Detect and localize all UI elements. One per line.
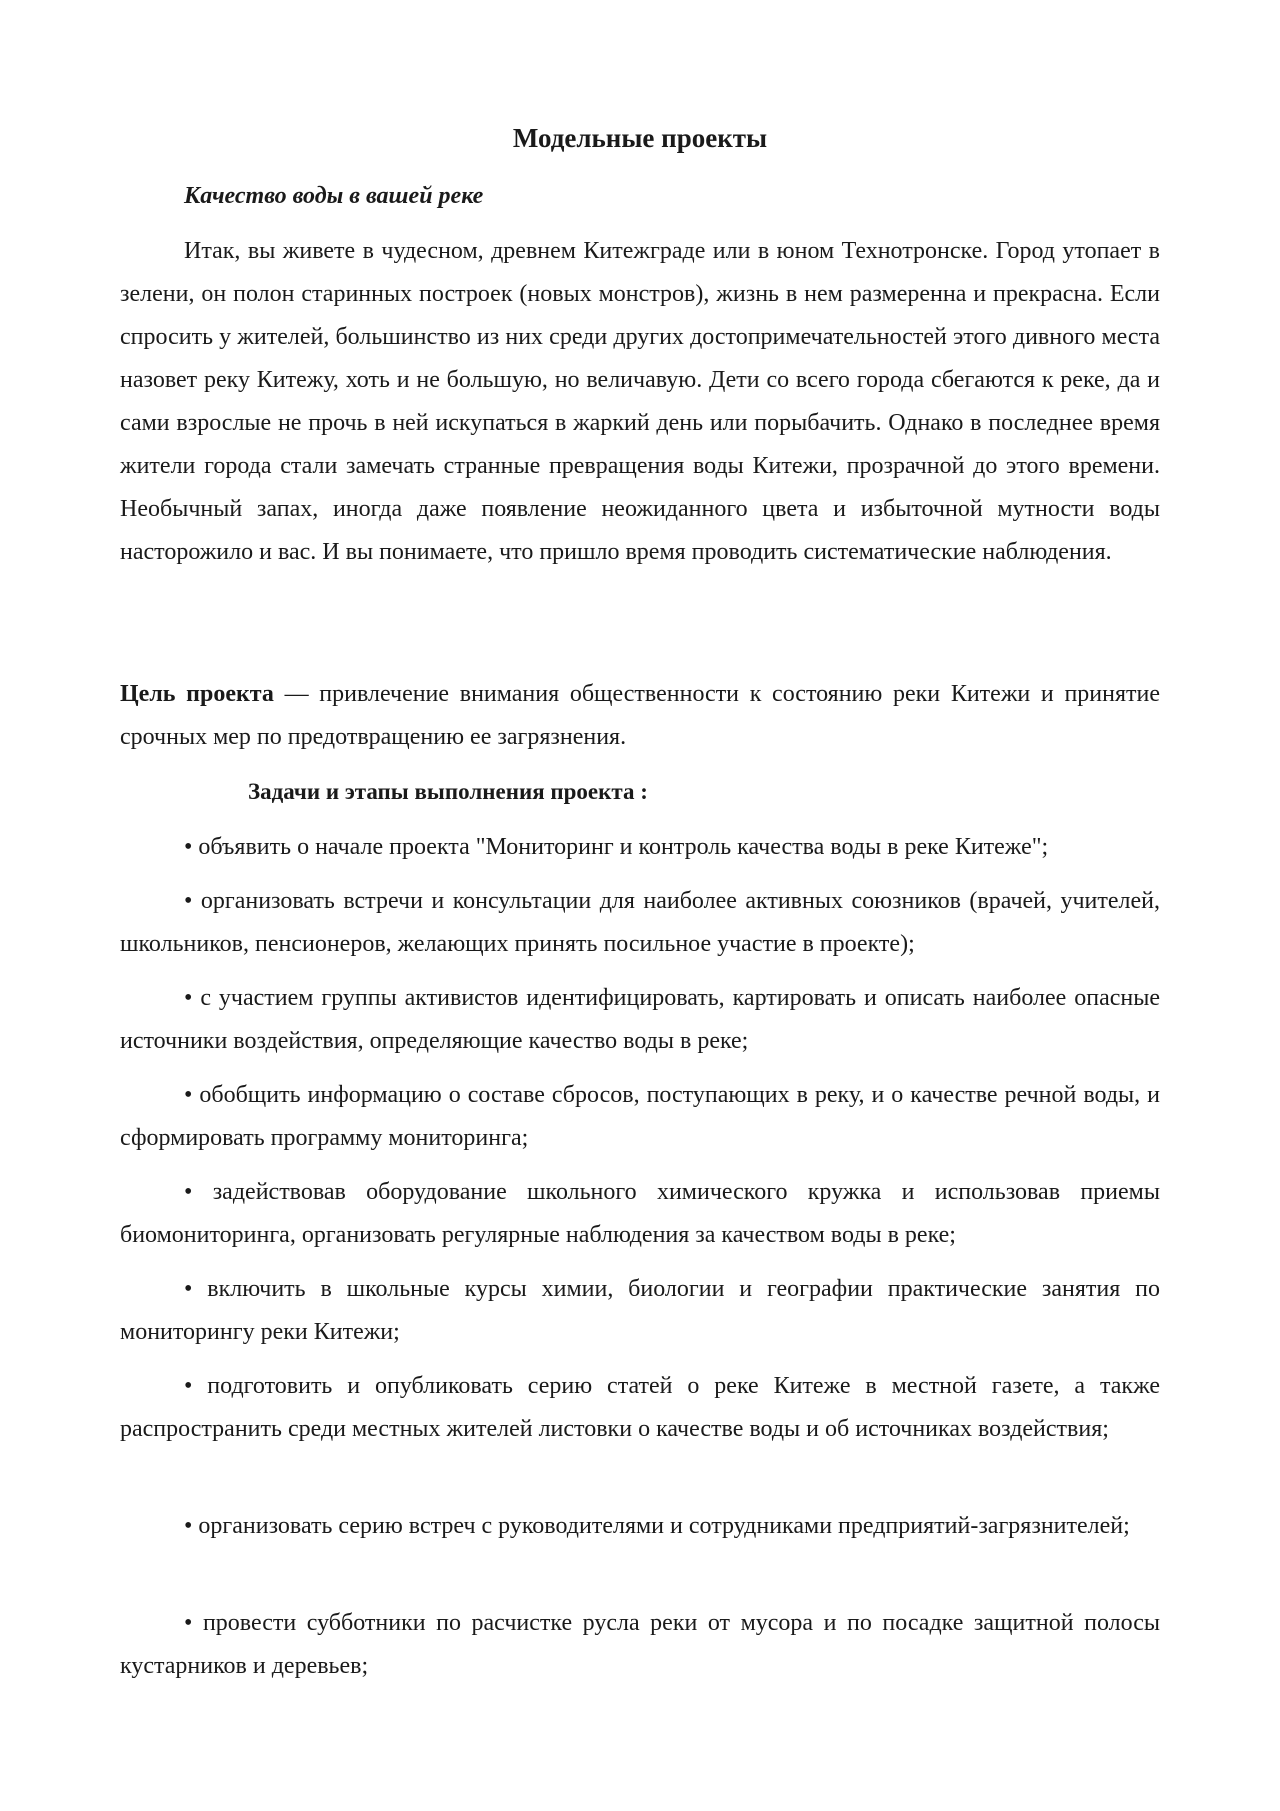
task-item: • с участием группы активистов идентифицировать, картировать и описать наиболее опасные источники воздействия, определяющие качество воды в реке; — [120, 985, 1160, 1054]
task-item: • организовать встречи и консультации для наиболее активных союзников (врачей, учителей, школьников, пенсионеров, желающих принять посильное участие в проекте); — [120, 888, 1160, 957]
task-item: • подготовить и опубликовать серию статей о реке Китеже в местной газете, а также распространить среди местных жителей листовки о качестве воды и об источниках воздействия; — [120, 1373, 1160, 1442]
document-title: Модельные проекты — [512, 123, 768, 153]
task-item: • объявить о начале проекта "Мониторинг и контроль качества воды в реке Китеже"; — [184, 834, 1049, 860]
task-item: • провести субботники по расчистке русла реки от мусора и по посадке защитной полосы кустарников и деревьев; — [120, 1610, 1160, 1679]
task-item: • включить в школьные курсы химии, биологии и географии практические занятия по мониторингу реки Китежи; — [120, 1276, 1160, 1345]
section-subtitle: Качество воды в вашей реке — [184, 183, 484, 209]
intro-paragraph: Итак, вы живете в чудесном, древнем Китежграде или в юном Технотронске. Город утопает в зелени, он полон старинных построек (новых монстров), жизнь в нем размеренна и прекрасна. Если спросить у жителей, большинство из них среди других достопримечательностей этого дивного места назовет реку Китежу, хоть и не большую, но величавую. Дети со всего города сбегаются к реке, да и сами взрослые не прочь в ней искупаться в жаркий день или порыбачить. Однако в последнее время жители города стали замечать странные превращения воды Китежи, прозрачной до этого времени. Необычный запах, иногда даже появление неожиданного цвета и избыточной мутности воды насторожило и вас. И вы понимаете, что пришло время проводить систематические наблюдения. — [120, 238, 1160, 565]
goal-label: Цель проекта — [120, 681, 274, 707]
task-item: • организовать серию встреч с руководителями и сотрудниками предприятий-загрязнителей; — [184, 1513, 1130, 1539]
goal-text: — привлечение внимания общественности к состоянию реки Китежи и принятие срочных мер по предотвращению ее загрязнения. — [120, 681, 1161, 750]
tasks-heading: Задачи и этапы выполнения проекта : — [248, 779, 648, 804]
task-item: • обобщить информацию о составе сбросов, поступающих в реку, и о качестве речной воды, и сформировать программу мониторинга; — [120, 1082, 1160, 1151]
goal-paragraph — [120, 673, 1160, 759]
task-item: • задействовав оборудование школьного химического кружка и использовав приемы биомониторинга, организовать регулярные наблюдения за качеством воды в реке; — [120, 1179, 1160, 1248]
